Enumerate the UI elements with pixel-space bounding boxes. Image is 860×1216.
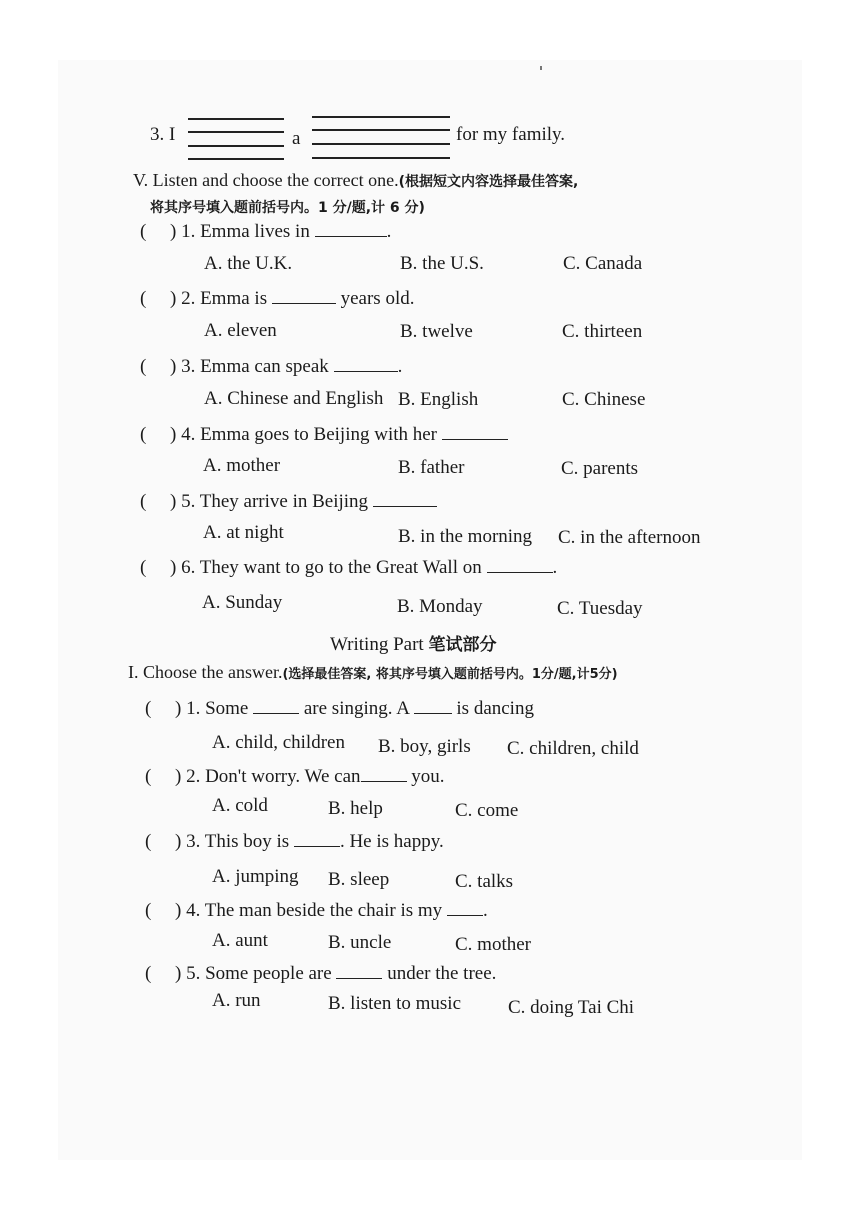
option-c: C. children, child	[507, 738, 639, 759]
option-a: A. eleven	[204, 320, 277, 341]
option-b: B. uncle	[328, 932, 392, 953]
answer-blank[interactable]	[361, 765, 407, 782]
option-b: B. the U.S.	[400, 253, 484, 274]
question-i2: ( ) 2. Don't worry. We can you.	[145, 766, 445, 787]
writing-q3-end: for my family.	[456, 124, 566, 145]
option-b: B. twelve	[400, 321, 473, 342]
section-v-instruction-1: (根据短文内容选择最佳答案,	[398, 174, 579, 190]
option-b: B. help	[328, 798, 383, 819]
option-c: C. Canada	[563, 253, 643, 274]
answer-bracket: (	[140, 557, 147, 578]
answer-bracket: (	[140, 356, 147, 377]
option-c: C. mother	[455, 934, 531, 955]
section-i-heading	[128, 662, 618, 683]
question-i4: ( ) 4. The man beside the chair is my .	[145, 900, 488, 921]
answer-blank[interactable]	[272, 287, 336, 304]
writing-line	[312, 157, 450, 159]
answer-blank[interactable]	[294, 830, 340, 847]
option-a: A. the U.K.	[204, 253, 293, 274]
option-a: A. cold	[212, 795, 268, 816]
option-c: C. parents	[561, 458, 639, 479]
writing-line	[312, 129, 450, 131]
answer-bracket: (	[145, 963, 152, 984]
option-b: B. Monday	[397, 596, 483, 617]
answer-blank[interactable]	[414, 697, 452, 714]
option-b: B. boy, girls	[378, 736, 471, 757]
section-i-title: I. Choose the answer.	[128, 662, 283, 682]
question-v6: ( ) 6. They want to go to the Great Wall on .	[140, 557, 558, 578]
writing-q3	[150, 124, 175, 146]
option-b: B. in the morning	[398, 526, 533, 547]
writing-part-en: Writing Part	[330, 634, 424, 655]
answer-blank[interactable]	[487, 556, 553, 573]
option-c: C. doing Tai Chi	[508, 997, 635, 1018]
answer-blank[interactable]	[442, 423, 508, 440]
option-b: B. listen to music	[328, 993, 461, 1014]
option-a: A. Chinese and English	[204, 388, 384, 409]
section-v-title: V. Listen and choose the correct one.	[133, 170, 399, 190]
question-i3: ( ) 3. This boy is . He is happy.	[145, 831, 444, 852]
option-c: C. talks	[455, 871, 514, 892]
answer-blank[interactable]	[334, 355, 398, 372]
option-a: A. at night	[203, 522, 284, 543]
option-a: A. run	[212, 990, 261, 1011]
section-v-heading	[133, 170, 578, 191]
answer-bracket: (	[145, 766, 152, 787]
option-c: C. come	[455, 800, 519, 821]
option-b: B. father	[398, 457, 465, 478]
option-a: A. Sunday	[202, 592, 283, 613]
answer-blank[interactable]	[336, 962, 382, 979]
writing-q3-mid: a	[292, 128, 301, 149]
question-v2: ( ) 2. Emma is years old.	[140, 288, 415, 309]
option-c: C. Tuesday	[557, 598, 643, 619]
question-v3: ( ) 3. Emma can speak .	[140, 356, 403, 377]
answer-blank[interactable]	[315, 220, 387, 237]
option-c: C. in the afternoon	[558, 527, 701, 548]
section-i-instruction: (选择最佳答案, 将其序号填入题前括号内。1分/题,计5分)	[282, 667, 618, 682]
answer-bracket: (	[140, 424, 147, 445]
writing-line	[312, 116, 450, 118]
writing-line	[188, 145, 284, 147]
question-v5: ( ) 5. They arrive in Beijing	[140, 490, 437, 513]
writing-q3-number: 3. I	[150, 124, 176, 145]
writing-line	[188, 118, 284, 120]
writing-part-cn: 笔试部分	[428, 635, 497, 655]
writing-part-heading	[330, 630, 496, 656]
option-a: A. jumping	[212, 866, 299, 887]
answer-bracket: (	[145, 698, 152, 719]
answer-bracket: (	[140, 288, 147, 309]
answer-bracket: (	[145, 831, 152, 852]
question-v1: ( ) 1. Emma lives in .	[140, 221, 392, 242]
section-v-instruction-2: 将其序号填入题前括号内。1 分/题,计 6 分)	[150, 200, 425, 216]
option-b: B. sleep	[328, 869, 390, 890]
writing-line	[188, 131, 284, 133]
question-v4: ( ) 4. Emma goes to Beijing with her	[140, 423, 508, 446]
answer-blank[interactable]	[447, 899, 483, 916]
option-b: B. English	[398, 389, 479, 410]
writing-line	[188, 158, 284, 160]
option-a: A. mother	[203, 455, 281, 476]
option-c: C. thirteen	[562, 321, 643, 342]
scan-speck	[540, 66, 542, 70]
option-c: C. Chinese	[562, 389, 646, 410]
answer-bracket: (	[145, 900, 152, 921]
answer-blank[interactable]	[373, 490, 437, 507]
option-a: A. aunt	[212, 930, 268, 951]
option-a: A. child, children	[212, 732, 345, 753]
question-i1: ( ) 1. Some are singing. A is dancing	[145, 698, 534, 719]
answer-blank[interactable]	[253, 697, 299, 714]
answer-bracket: (	[140, 491, 147, 512]
answer-bracket: (	[140, 221, 147, 242]
question-i5: ( ) 5. Some people are under the tree.	[145, 963, 497, 984]
writing-line	[312, 143, 450, 145]
